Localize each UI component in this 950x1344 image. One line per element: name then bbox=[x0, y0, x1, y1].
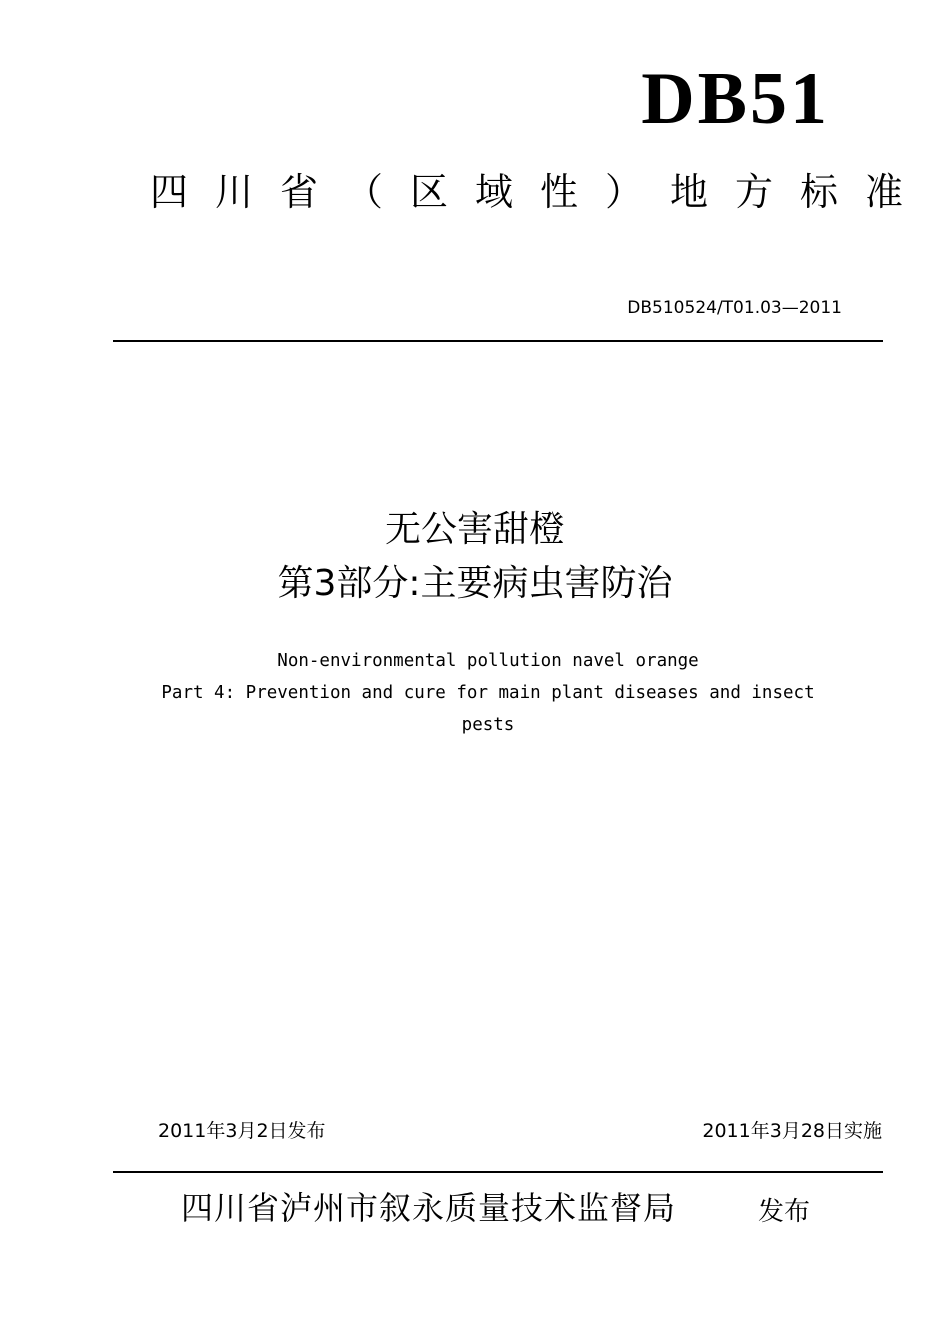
issued-label: 发布 bbox=[758, 1197, 811, 1227]
english-title-line1: Non-environmental pollution navel orange bbox=[277, 651, 699, 671]
english-title-block bbox=[130, 645, 846, 741]
standard-number: DB510524/T01.03—2011 bbox=[627, 298, 842, 318]
standard-code: DB51 bbox=[641, 58, 830, 140]
document-subtitle: 第3部分:主要病虫害防治 bbox=[277, 563, 673, 604]
english-title-line2: Part 4: Prevention and cure for main plant diseases and insect pests bbox=[161, 683, 815, 735]
issue-date: 2011年3月2日发布 bbox=[158, 1120, 326, 1142]
title-block bbox=[0, 503, 950, 611]
standard-type-title: 四川省（区域性）地方标准 bbox=[150, 170, 931, 214]
implementation-date: 2011年3月28日实施 bbox=[702, 1120, 882, 1142]
document-title: 无公害甜橙 bbox=[384, 509, 565, 550]
issuing-authority: 四川省泸州市叙永质量技术监督局 bbox=[181, 1189, 677, 1227]
top-divider bbox=[113, 340, 883, 342]
bottom-divider bbox=[113, 1171, 883, 1173]
